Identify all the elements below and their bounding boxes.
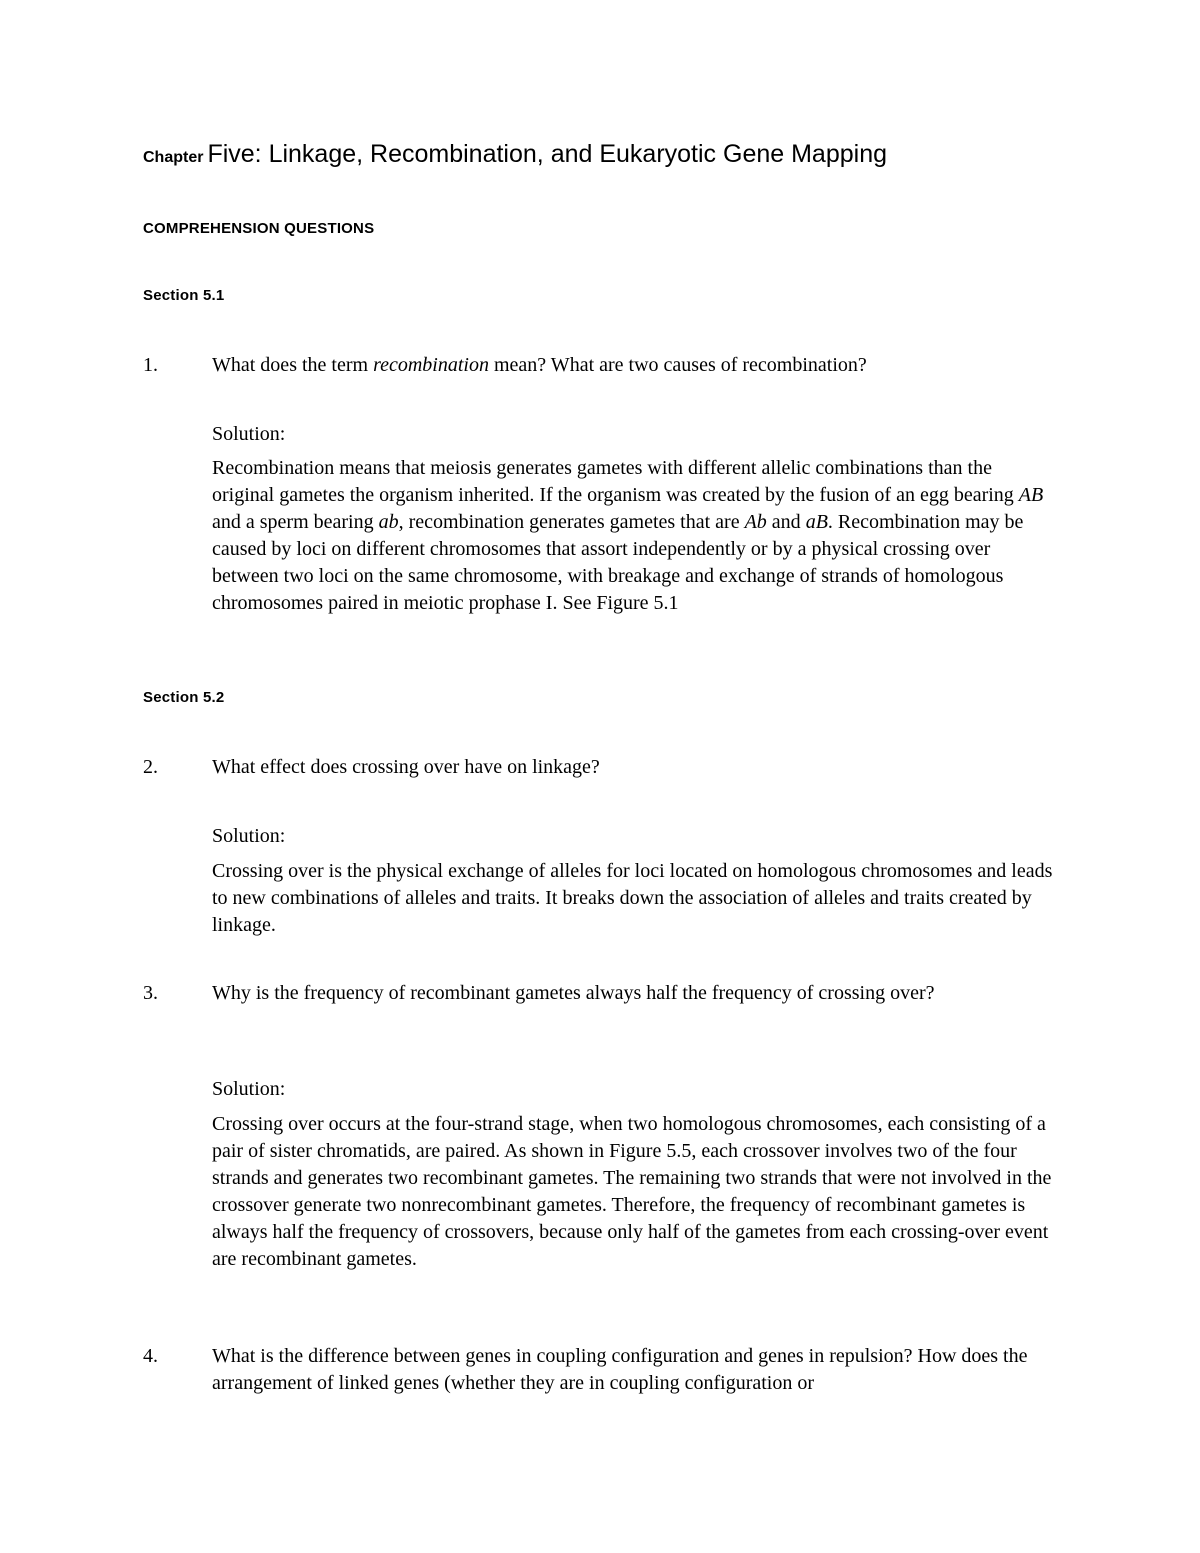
question-text: What does the term recombination mean? What are two causes of recombination?	[212, 354, 867, 376]
question-number: 4.	[143, 1345, 158, 1367]
question-number: 1.	[143, 354, 158, 376]
question-number: 2.	[143, 756, 158, 778]
solution-text: Crossing over is the physical exchange of alleles for loci located on homologous chromosomes and leads to new combinations of alleles and traits. It breaks down the association of alleles and traits created by linkage.	[212, 860, 1053, 936]
section-heading-5-2: Section 5.2	[143, 689, 225, 706]
section-heading-5-1: Section 5.1	[143, 287, 225, 304]
chapter-title	[143, 140, 887, 169]
solution-label: Solution:	[212, 423, 286, 445]
question-text: What effect does crossing over have on linkage?	[212, 756, 600, 778]
question-number: 3.	[143, 982, 158, 1004]
solution-text: Recombination means that meiosis generates gametes with different allelic combinations than the original gametes the organism inherited. If the organism was created by the fusion of an egg bearing AB and a sperm bearing ab, recombination generates gametes that are Ab and aB. Recombination may be caused by loci on different chromosomes that assort independently or by a physical crossing over between two loci on the same chromosome, with breakage and exchange of strands of homologous chromosomes paired in meiotic prophase I. See Figure 5.1	[212, 457, 1044, 614]
solution-label: Solution:	[212, 825, 286, 847]
chapter-prefix: Chapter	[143, 149, 204, 166]
question-text: What is the difference between genes in coupling configuration and genes in repulsion? How does the arrangement of linked genes (whether they are in coupling configuration or	[212, 1345, 1028, 1394]
chapter-title-text: Five: Linkage, Recombination, and Eukaryotic Gene Mapping	[207, 140, 888, 168]
subheading: COMPREHENSION QUESTIONS	[143, 220, 375, 237]
solution-text: Crossing over occurs at the four-strand stage, when two homologous chromosomes, each consisting of a pair of sister chromatids, are paired. As shown in Figure 5.5, each crossover involves two of the four strands and generates two recombinant gametes. The remaining two strands that were not involved in the crossover generate two nonrecombinant gametes. Therefore, the frequency of recombinant gametes is always half the frequency of crossovers, because only half of the gametes from each crossing-over event are recombinant gametes.	[212, 1113, 1052, 1270]
solution-label: Solution:	[212, 1078, 286, 1100]
question-text: Why is the frequency of recombinant gametes always half the frequency of crossing over?	[212, 982, 935, 1004]
